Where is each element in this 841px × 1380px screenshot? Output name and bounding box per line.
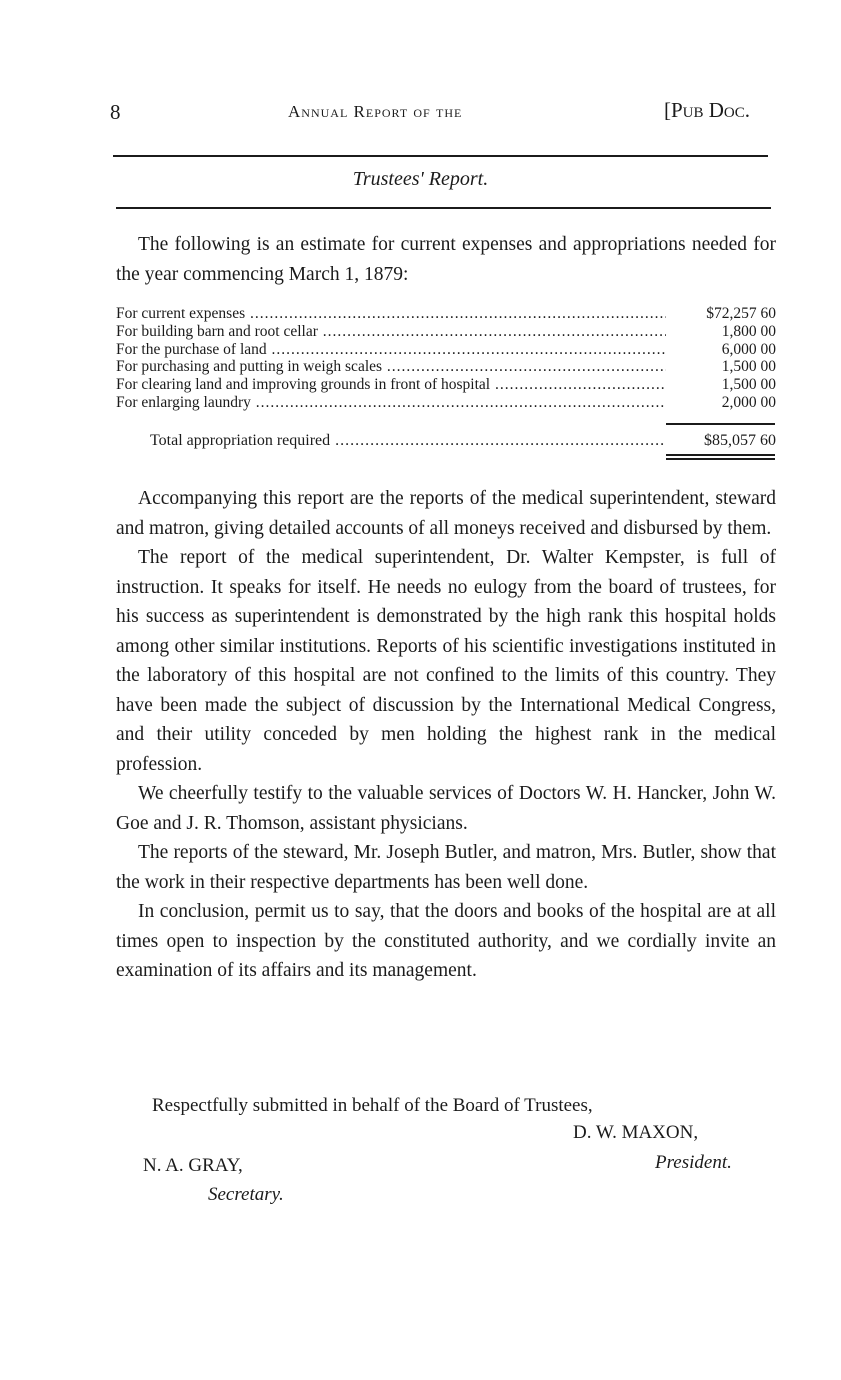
total-double-rule-1 <box>666 454 775 456</box>
estimate-amount: 1,500 00 <box>721 376 776 394</box>
estimate-amount: 1,800 00 <box>721 322 776 340</box>
estimate-row <box>116 358 776 376</box>
estimate-amount: 2,000 00 <box>721 393 776 411</box>
subtotal-rule <box>666 423 775 425</box>
page-number: 8 <box>110 100 121 124</box>
president-name: D. W. MAXON, <box>573 1122 699 1143</box>
estimate-label: For building barn and root cellar ..... <box>116 323 666 341</box>
secretary-title: Secretary. <box>208 1184 284 1205</box>
closing-line: Respectfully submitted in behalf of the Board of Trustees, <box>152 1095 593 1116</box>
top-rule <box>113 155 768 157</box>
total-label: Total appropriation required ..... <box>150 430 666 452</box>
estimate-row <box>116 376 776 394</box>
secretary-name: N. A. GRAY, <box>143 1155 243 1176</box>
paragraph: The reports of the steward, Mr. Joseph Butler, and matron, Mrs. Butler, show that the work in their respective departments has been well done. <box>116 842 776 893</box>
intro-text: The following is an estimate for current expenses and appropriations needed for the year commencing March 1, 1879: <box>116 234 776 285</box>
intro-paragraph <box>116 230 776 289</box>
estimate-label: For purchasing and putting in weigh scales ..... <box>116 358 666 376</box>
total-double-rule-2 <box>666 458 775 460</box>
body-text <box>116 484 776 986</box>
president-title: President. <box>655 1152 732 1173</box>
running-title: Annual Report of the <box>288 102 463 121</box>
estimate-amount: 6,000 00 <box>721 340 776 358</box>
estimate-label: For current expenses ..... <box>116 305 666 323</box>
estimate-row <box>116 305 776 323</box>
estimate-label: For clearing land and improving grounds in front of hospital ..... <box>116 376 666 394</box>
estimate-row <box>116 323 776 341</box>
estimate-label: For the purchase of land ..... <box>116 341 666 359</box>
estimate-label: For enlarging laundry ..... <box>116 394 666 412</box>
estimate-amount: $72,257 60 <box>706 305 776 322</box>
running-right: [Pub Doc. <box>664 98 751 122</box>
paragraph: We cheerfully testify to the valuable services of Doctors W. H. Hancker, John W. Goe and J. R. Thomson, assistant physicians. <box>116 783 776 834</box>
estimate-table <box>116 305 776 412</box>
paragraph: The report of the medical superintendent, Dr. Walter Kempster, is full of instruction. It speaks for itself. He needs no eulogy from the board of trustees, for his success as superintendent is demonstrated by the high rank this hospital holds among other similar institutions. Reports of his scientific investigations instituted in the laboratory of this hospital are not confined to the limits of this country. They have been made the subject of discussion by the International Medical Congress, and their utility conceded by men holding the highest rank in the medical profession. <box>116 547 776 775</box>
estimate-row <box>116 341 776 359</box>
section-rule <box>116 207 771 209</box>
estimate-amount: 1,500 00 <box>721 358 776 376</box>
total-amount: $85,057 60 <box>704 432 776 449</box>
paragraph: In conclusion, permit us to say, that the doors and books of the hospital are at all times open to inspection by the constituted authority, and we cordially invite an examination of its affairs and its management. <box>116 901 776 981</box>
estimate-row <box>116 394 776 412</box>
paragraph: Accompanying this report are the reports of the medical superintendent, steward and matron, giving detailed accounts of all moneys received and disbursed by them. <box>116 488 776 539</box>
total-row <box>150 430 776 452</box>
section-title: Trustees' Report. <box>352 168 489 190</box>
